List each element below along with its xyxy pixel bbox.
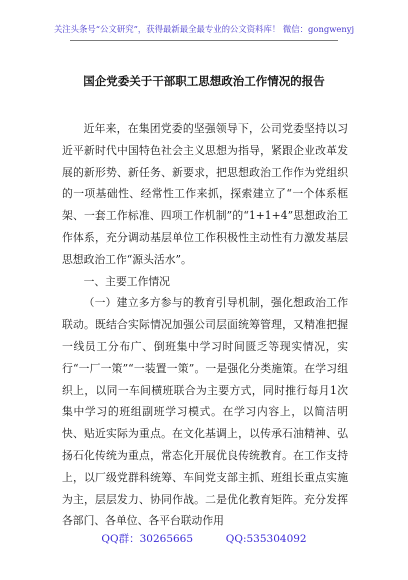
footer-qq-number: QQ:535304092: [225, 533, 307, 545]
footer-qq-group: QQ群：30265665: [101, 533, 194, 545]
document-title: 国企党委关于干部职工思想政治工作情况的报告: [83, 74, 325, 88]
footer-contact: [0, 531, 408, 546]
section-heading: 一、主要工作情况: [83, 274, 170, 288]
header-divider: [70, 40, 338, 41]
header-promo-note: 关注头条号“公文研究”，获得最新最全最专业的公文资料库！ 微信：gongwenyj: [53, 24, 355, 34]
body-paragraph: （一）建立多方参与的教育引导机制，强化想政治工作联动。既结合实际情况加强公司层面统筹管理，又精准把握一线员工分布广、倒班集中学习时间匮乏等现实情况，实行“一厂一策”“一装置一策”。一是强化分类施策。在学习组织上，以同一车间横班联合为主要方式，同时推行每月1次集中学习的班组副班学习模式。在学习内容上，以简洁明快、贴近实际为重点。在文化基调上，以传承石油精神、弘扬石化传统为重点，常态化开展优良传统教育。在工作支持上，以厂级党群科统筹、车间党支部主抓、班组长重点实施为主，层层发力、协同作战。二是优化教育矩阵。充分发挥各部门、各单位、各平台联动作用: [62, 296, 348, 528]
intro-paragraph: 近年来，在集团党委的坚强领导下，公司党委坚持以习近平新时代中国特色社会主义思想为指导，紧跟企业改革发展的新形势、新任务、新要求，把思想政治工作作为党组织的一项基础性、经常性工作来抓，探索建立了“一个体系框架、一套工作标准、四项工作机制”的“1+1+4”思想政治工作体系，充分调动基层单位工作积极性主动性有力激发基层思想政治工作“源头活水”。: [62, 122, 348, 266]
document-body: [62, 118, 348, 532]
